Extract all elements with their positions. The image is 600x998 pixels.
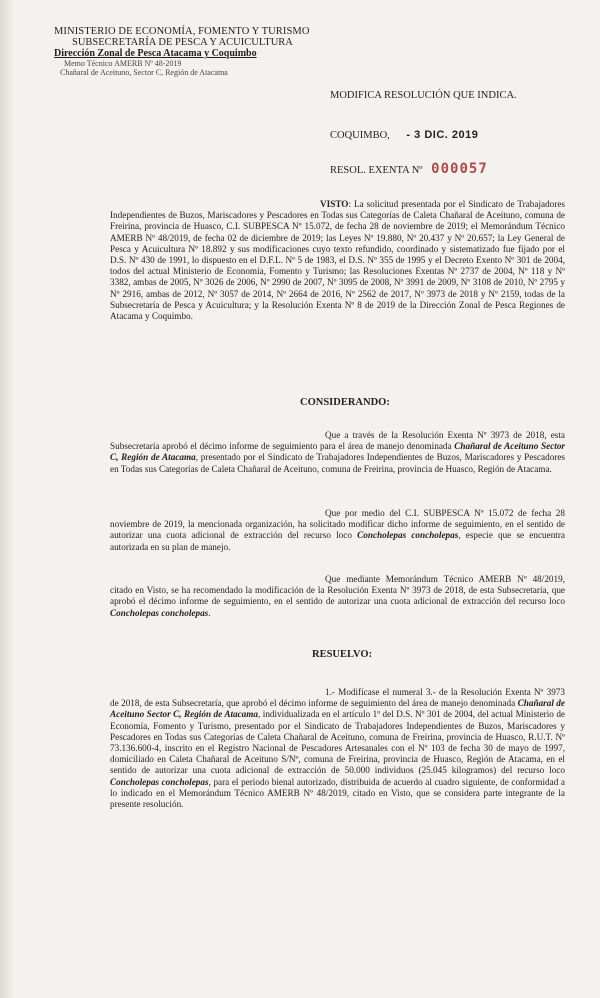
considerando-heading: CONSIDERANDO: [300,397,390,408]
memo-reference: Memo Técnico AMERB Nº 48-2019 [64,59,182,68]
resuelvo-p1-text: 1.- Modifícase el numeral 3.- de la Resolución Exenta Nº 3973 de 2018, de esta Subsecretaría, que aprobó el décimo informe de seguimiento del área de manejo denominada [110,687,565,709]
visto-label: VISTO [320,199,349,209]
resuelvo-p1-rest: , para el periodo bienal autorizado, distribuida de acuerdo al cuadro siguiente, de conformidad a lo indicado en el Memorándum Técnico AMERB Nº 48/2019, citado en Visto, que se considera parte integrante de la presente resolución. [110,776,565,810]
considerando-p1-text: Que a través de la Resolución Exenta Nº 3973 de 2018, esta Subsecretaría aprobó el décimo informe de seguimiento para el área de manejo denominada [110,430,565,452]
resuelvo-p1-middle: , individualizada en el artículo 1º del D.S. Nº 301 de 2004, del actual Ministerio de Economía, Fomento y Turismo, presentado por el Sindicato de Trabajadores Independientes de Buzos, Mariscadores y Pescadores en Todas sus Categorías de Caleta Chañaral de Aceituno, comuna de Freirina, provincia de Huasco, R.U.T. Nº 73.136.600-4, inscrito en el Registro Nacional de Pescadores Artesanales con el Nº 103 de fecha 30 de mayo de 1997, domiciliado en Caleta Chañaral de Aceituno S/Nº, comuna de Freirina, provincia de Huasco, Región de Atacama, en el sentido de autorizar una cuota adicional de extracción de 50.000 individuos (25.045 kilogramos) del recurso loco [110,709,565,776]
species-name: Concholepas concholepas [110,776,209,787]
considerando-p3-text: Que mediante Memorándum Técnico AMERB Nº 48/2019, citado en Visto, se ha recomendado la modificación de la Resolución Exenta Nº 3973 de 2018, de esta Subsecretaría, que aprobó el décimo informe de seguimiento, en el sentido de autorizar una cuota adicional de extracción del recurso loco [110,574,565,607]
subsecretariat-name: SUBSECRETARÍA DE PESCA Y ACUICULTURA [72,37,293,48]
considerando-p2-rest: , especie que se encuentra autorizada en su plan de manejo. [110,530,565,552]
area-name: Chañaral de Aceituno Sector C, Región de Atacama [110,698,565,720]
area-name: Chañaral de Aceituno Sector C, Región de Atacama [110,441,566,463]
zonal-direction: Dirección Zonal de Pesca Atacama y Coquimbo [54,48,257,59]
considerando-paragraph-1 [110,430,565,475]
considerando-p1-rest: , presentado por el Sindicato de Trabajadores Independientes de Buzos, Mariscadores y Pescadores en Todas sus Categorías de Caleta Chañaral de Aceituno, comuna de Freirina, provincia de Huasco, Región de Atacama. [110,452,566,474]
species-name: Concholepas concholepas [357,530,459,541]
resolution-number-line [330,161,488,177]
place-date-line [330,129,478,141]
considerando-paragraph-3 [110,574,565,619]
species-name: Concholepas concholepas [110,607,209,618]
visto-text: : La solicitud presentada por el Sindicato de Trabajadores Independientes de Buzos, Mariscadores y Pescadores en Todas sus Categorías de Caleta Chañaral de Aceituno, comuna de Freirina, provincia de Huasco, C.I. SUBPESCA Nº 15.072, de fecha 28 de noviembre de 2019; el Memorándum Técnico AMERB Nº 48/2019, de fecha 02 de diciembre de 2019; las Leyes Nº 19.880, Nº 20.437 y Nº 20.657; la Ley General de Pesca y Acuicultura Nº 18.892 y sus modificaciones cuyo texto refundido, coordinado y sistematizado fue fijado por el D.S. Nº 430 de 1991, lo dispuesto en el D.F.L. Nº 5 de 1983, el D.S. Nº 355 de 1995 y el Decreto Exento Nº 301 de 2004, todos del actual Ministerio de Economía, Fomento y Turismo; las Resoluciones Exentas Nº 2737 de 2004, Nº 118 y Nº 3382, ambas de 2005, Nº 3026 de 2006, Nº 2990 de 2007, Nº 3095 de 2008, Nº 3991 de 2009, Nº 3108 de 2010, Nº 2795 y Nº 2916, ambas de 2012, Nº 3057 de 2014, Nº 2664 de 2016, Nº 2562 de 2017, Nº 3973 de 2018 y Nº 2159, todas de la Subsecretaría de Pesca y Acuicultura; y la Resolución Exenta Nº 8 de 2019 de la Dirección Zonal de Pesca Regiones de Atacama y Coquimbo. [110,199,565,322]
scan-edge-shadow [0,0,14,998]
considerando-p3-rest: . [208,607,211,618]
date-stamp: - 3 DIC. 2019 [406,129,479,141]
area-reference: Chañaral de Aceituno, Sector C, Región de Atacama [60,68,228,77]
letterhead [54,26,310,77]
resuelvo-paragraph-1 [110,687,565,810]
resuelvo-heading: RESUELVO: [312,649,373,660]
considerando-paragraph-2 [110,508,565,553]
ministry-name: MINISTERIO DE ECONOMÍA, FOMENTO Y TURISMO [54,26,310,37]
visto-section [110,199,565,322]
document-title: MODIFICA RESOLUCIÓN QUE INDICA. [330,90,517,101]
resolution-label: RESOL. EXENTA Nº [330,165,423,176]
considerando-p2-text: Que por medio del C.I. SUBPESCA Nº 15.072 de fecha 28 noviembre de 2019, la mencionada organización, ha solicitado modificar dicho informe de seguimiento, en el sentido de autorizar una cuota adicional de extracción del recurso loco [110,508,565,541]
place: COQUIMBO, [330,130,390,141]
resolution-number: 000057 [431,161,488,177]
